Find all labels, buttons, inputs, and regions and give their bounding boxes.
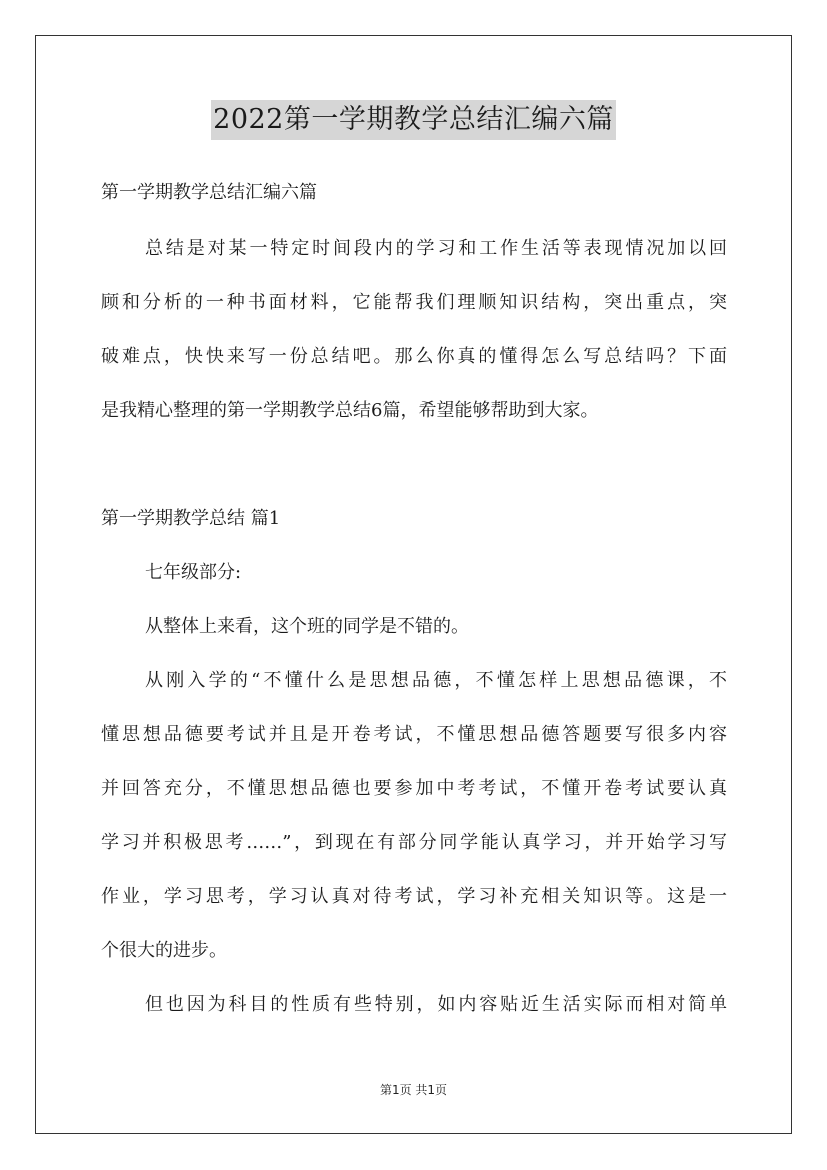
- section-label: 七年级部分:: [145, 562, 242, 583]
- paragraph-2-line-6: 个很大的进步。: [101, 940, 227, 961]
- document-title: 2022第一学期教学总结汇编六篇: [211, 100, 616, 140]
- paragraph-2-line-2: 懂思想品德要考试并且是开卷考试，不懂思想品德答题要写很多内容: [101, 724, 727, 745]
- page-footer: 第1页 共1页: [379, 1083, 448, 1097]
- intro-line-2: 顾和分析的一种书面材料，它能帮我们理顺知识结构，突出重点，突: [101, 292, 727, 313]
- paragraph-2-line-1: 从刚入学的“不懂什么是思想品德，不懂怎样上思想品德课，不: [145, 670, 727, 691]
- document-subtitle: 第一学期教学总结汇编六篇: [101, 182, 317, 203]
- paragraph-2-line-3: 并回答充分，不懂思想品德也要参加中考考试，不懂开卷考试要认真: [101, 778, 727, 799]
- section-heading: 第一学期教学总结 篇1: [101, 508, 281, 529]
- paragraph-2-line-5: 作业，学习思考，学习认真对待考试，学习补充相关知识等。这是一: [101, 886, 727, 907]
- paragraph-2-line-4: 学习并积极思考……”，到现在有部分同学能认真学习，并开始学习写: [101, 832, 727, 853]
- title-container: [0, 100, 827, 140]
- intro-line-3: 破难点，快快来写一份总结吧。那么你真的懂得怎么写总结吗？下面: [101, 346, 727, 367]
- intro-line-4: 是我精心整理的第一学期教学总结6篇，希望能够帮助到大家。: [101, 400, 599, 421]
- paragraph-3-line-1: 但也因为科目的性质有些特别，如内容贴近生活实际而相对简单: [145, 994, 727, 1015]
- paragraph-1: 从整体上来看，这个班的同学是不错的。: [145, 616, 469, 637]
- intro-line-1: 总结是对某一特定时间段内的学习和工作生活等表现情况加以回: [145, 238, 727, 259]
